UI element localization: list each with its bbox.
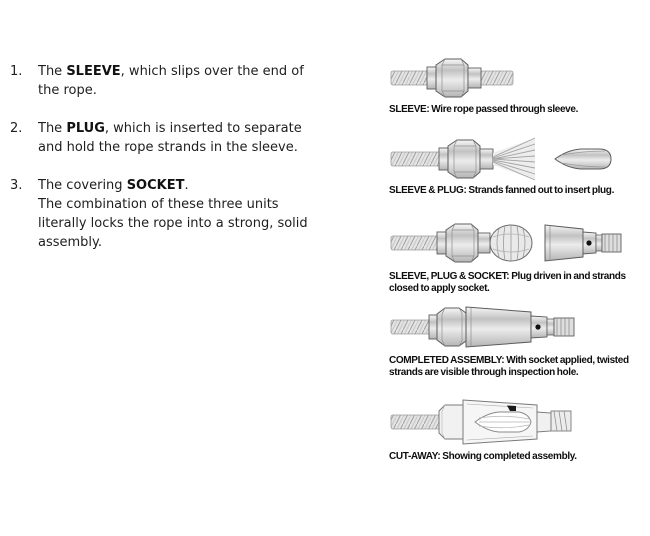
- inspection-hole-icon: [535, 324, 540, 329]
- sleeve-plug-socket-illustration-icon: [389, 218, 629, 268]
- item-text-pre: The: [38, 64, 67, 79]
- instruction-list: [10, 62, 340, 271]
- figure-completed-assembly: [389, 302, 639, 378]
- item-text-pre: The: [38, 121, 67, 136]
- item-number: 2.: [10, 121, 23, 136]
- instruction-item-sleeve: [10, 62, 340, 100]
- sleeve-plug-illustration-icon: [389, 136, 629, 182]
- item-text: [38, 176, 318, 252]
- figure-caption: [389, 185, 629, 197]
- item-text-post: , which slips over the end of the rope.: [38, 64, 304, 98]
- figure-caption-text: Strands fanned out to insert plug.: [468, 185, 614, 196]
- figure-caption: [389, 451, 629, 463]
- figure-caption-text: Plug driven in and strands closed to apply socket.: [389, 271, 626, 294]
- figure-caption: [389, 104, 629, 116]
- figure-sleeve: [389, 55, 639, 116]
- item-number: 3.: [10, 178, 23, 193]
- item-text: [38, 62, 318, 100]
- item-text-pre: The covering: [38, 178, 127, 193]
- cut-away-illustration-icon: [389, 396, 629, 448]
- item-number: 1.: [10, 64, 23, 79]
- figure-caption-text: With socket applied, twisted strands are visible through inspection hole.: [389, 355, 629, 378]
- figure-caption-label: SLEEVE:: [389, 104, 430, 115]
- figure-caption-text: Showing completed assembly.: [442, 451, 577, 462]
- figure-sleeve-plug-socket: [389, 218, 639, 294]
- inspection-hole-icon: [586, 240, 591, 245]
- completed-assembly-illustration-icon: [389, 302, 629, 352]
- figure-caption-text: Wire rope passed through sleeve.: [431, 104, 579, 115]
- figure-caption: [389, 355, 629, 378]
- item-text-post: .: [184, 178, 189, 193]
- sleeve-illustration-icon: [389, 55, 629, 101]
- term-sleeve: SLEEVE: [66, 64, 121, 79]
- instruction-item-socket: [10, 176, 340, 252]
- figure-column: [389, 0, 641, 536]
- term-socket: SOCKET: [126, 178, 185, 193]
- item-text-post: , which is inserted to separate and hold the rope strands in the sleeve.: [38, 121, 302, 155]
- figure-caption-label: CUT-AWAY:: [389, 451, 441, 462]
- figure-caption-label: COMPLETED ASSEMBLY:: [389, 355, 505, 366]
- item-text: [38, 119, 318, 157]
- figure-caption-label: SLEEVE, PLUG & SOCKET:: [389, 271, 510, 282]
- figure-caption-label: SLEEVE & PLUG:: [389, 185, 467, 196]
- figure-sleeve-and-plug: [389, 136, 639, 197]
- figure-cut-away: [389, 396, 639, 463]
- item-text-extra: The combination of these three units literally locks the rope into a strong, solid assembly.: [38, 197, 308, 250]
- term-plug: PLUG: [66, 121, 105, 136]
- instruction-item-plug: [10, 119, 340, 157]
- figure-caption: [389, 271, 629, 294]
